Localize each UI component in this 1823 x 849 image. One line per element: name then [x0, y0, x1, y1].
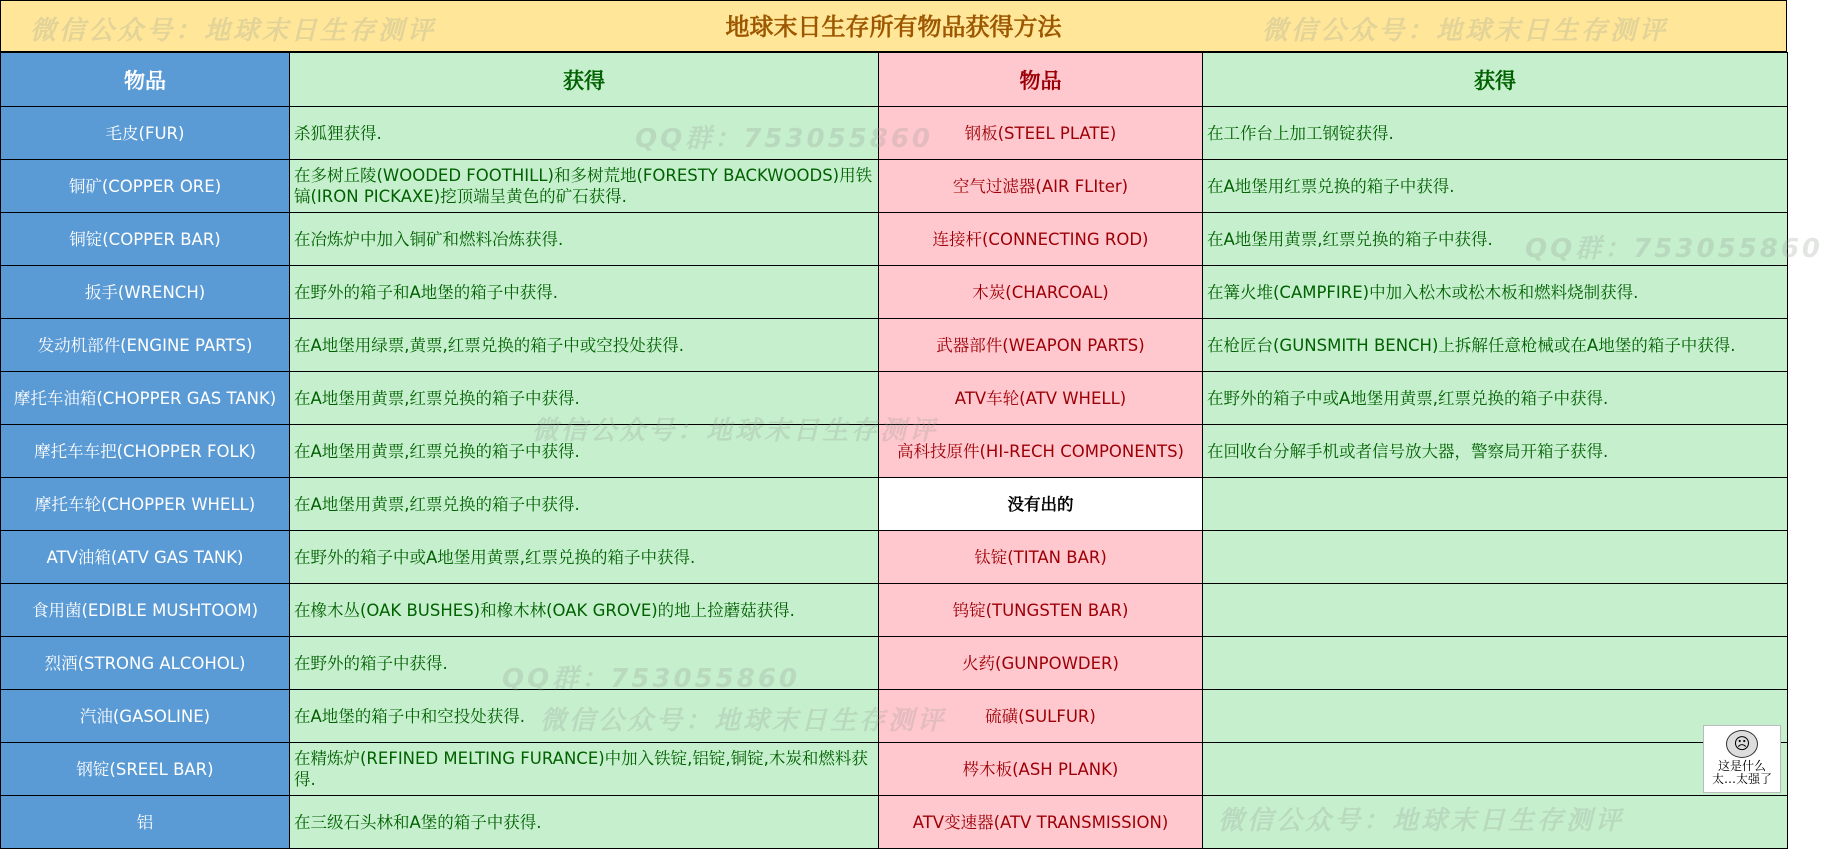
cell-obtain-right-text: 在枪匠台(GUNSMITH BENCH)上拆解任意枪械或在A地堡的箱子中获得. — [1207, 335, 1736, 355]
cell-obtain-left-text: 在三级石头林和A堡的箱子中获得. — [294, 812, 542, 832]
cell-item-right[interactable] — [879, 637, 1203, 690]
cell-item-right-text: ATV车轮(ATV WHELL) — [954, 388, 1127, 408]
cell-obtain-right[interactable] — [1203, 478, 1788, 531]
cell-item-left-text: 食用菌(EDIBLE MUSHTOOM) — [31, 600, 259, 620]
cell-item-left[interactable] — [1, 266, 290, 319]
cell-item-left[interactable] — [1, 796, 290, 849]
cell-obtain-left[interactable] — [290, 319, 879, 372]
table-row — [1, 107, 1788, 160]
cell-item-left-text: 汽油(GASOLINE) — [79, 706, 211, 726]
cell-obtain-left[interactable] — [290, 478, 879, 531]
cell-item-right-text: 空气过滤器(AIR FLIter) — [952, 176, 1129, 196]
cell-item-right-text: ATV变速器(ATV TRANSMISSION) — [912, 812, 1169, 832]
cell-obtain-right-text: 在回收台分解手机或者信号放大器，警察局开箱子获得. — [1207, 441, 1609, 461]
cell-item-right[interactable] — [879, 478, 1203, 531]
cell-item-right[interactable] — [879, 319, 1203, 372]
cell-item-left-text: 钢锭(SREEL BAR) — [76, 759, 214, 779]
cell-obtain-left[interactable] — [290, 637, 879, 690]
cell-item-left-text: ATV油箱(ATV GAS TANK) — [46, 547, 244, 567]
cell-item-left[interactable] — [1, 319, 290, 372]
cell-obtain-right[interactable] — [1203, 160, 1788, 213]
watermark-wechat: 微信公众号：地球末日生存测评 — [532, 416, 939, 446]
watermark-qq: QQ群：753055860 — [635, 124, 934, 154]
cell-item-left-text: 摩托车油箱(CHOPPER GAS TANK) — [13, 388, 277, 408]
cell-obtain-left[interactable] — [290, 107, 879, 160]
cell-obtain-left[interactable] — [290, 531, 879, 584]
watermark-wechat: 微信公众号：地球末日生存测评 — [30, 16, 437, 46]
cell-obtain-right[interactable] — [1203, 531, 1788, 584]
cell-obtain-right[interactable] — [1203, 425, 1788, 478]
cell-obtain-right[interactable] — [1203, 796, 1788, 849]
watermark-wechat: 微信公众号：地球末日生存测评 — [540, 706, 947, 736]
table-row — [1, 160, 1788, 213]
cell-item-right-text: 钨锭(TUNGSTEN BAR) — [952, 600, 1129, 620]
cell-obtain-right[interactable] — [1203, 743, 1788, 796]
header-obtain-right[interactable]: 获得 — [1203, 53, 1788, 107]
cell-obtain-left[interactable] — [290, 690, 879, 743]
table-row — [1, 743, 1788, 796]
meme-sticker — [1703, 725, 1781, 793]
cell-obtain-right[interactable] — [1203, 213, 1788, 266]
cell-obtain-left-text: 在A地堡用绿票,黄票,红票兑换的箱子中或空投处获得. — [294, 335, 685, 355]
cell-obtain-right-text: 在野外的箱子中或A地堡用黄票,红票兑换的箱子中获得. — [1207, 388, 1609, 408]
cell-item-right[interactable] — [879, 160, 1203, 213]
cell-item-right-text: 火药(GUNPOWDER) — [962, 653, 1119, 673]
cell-obtain-right-text: 在工作台上加工钢锭获得. — [1207, 123, 1394, 143]
table-row — [1, 584, 1788, 637]
cell-item-left[interactable] — [1, 213, 290, 266]
watermark-wechat: 微信公众号：地球末日生存测评 — [1218, 806, 1625, 836]
cell-item-right[interactable] — [879, 107, 1203, 160]
cell-obtain-right[interactable] — [1203, 637, 1788, 690]
watermark-wechat: 微信公众号：地球末日生存测评 — [1262, 16, 1669, 46]
cell-item-left[interactable] — [1, 531, 290, 584]
cell-item-right-text: 梣木板(ASH PLANK) — [962, 759, 1119, 779]
table-row — [1, 372, 1788, 425]
cell-item-right[interactable] — [879, 425, 1203, 478]
table-row — [1, 478, 1788, 531]
cell-item-left-text: 铜矿(COPPER ORE) — [68, 176, 222, 196]
cell-obtain-left-text: 在野外的箱子中或A地堡用黄票,红票兑换的箱子中获得. — [294, 547, 696, 567]
cell-obtain-left[interactable] — [290, 372, 879, 425]
cell-item-left[interactable] — [1, 372, 290, 425]
cell-obtain-left-text: 在冶炼炉中加入铜矿和燃料冶炼获得. — [294, 229, 564, 249]
cell-item-right[interactable] — [879, 743, 1203, 796]
cell-item-right-text: 钛锭(TITAN BAR) — [974, 547, 1107, 567]
cell-obtain-left-text: 在橡木丛(OAK BUSHES)和橡木林(OAK GROVE)的地上捡蘑菇获得. — [294, 600, 795, 620]
cell-item-left-text: 摩托车轮(CHOPPER WHELL) — [34, 494, 256, 514]
header-obtain-left[interactable]: 获得 — [290, 53, 879, 107]
cell-item-right[interactable] — [879, 690, 1203, 743]
cell-obtain-left[interactable] — [290, 743, 879, 796]
cell-obtain-left-text: 在A地堡用黄票,红票兑换的箱子中获得. — [294, 388, 580, 408]
cell-item-right[interactable] — [879, 372, 1203, 425]
cell-obtain-left[interactable] — [290, 266, 879, 319]
cell-item-right[interactable] — [879, 796, 1203, 849]
table-row — [1, 690, 1788, 743]
face-icon: ☹ — [1726, 730, 1758, 758]
cell-obtain-left-text: 在精炼炉(REFINED MELTING FURANCE)中加入铁锭,铝锭,铜锭,木炭和燃料获得. — [294, 749, 868, 789]
cell-item-left-text: 铜锭(COPPER BAR) — [69, 229, 221, 249]
cell-obtain-right-text: 在A地堡用黄票,红票兑换的箱子中获得. — [1207, 229, 1493, 249]
cell-item-right-text: 钢板(STEEL PLATE) — [964, 123, 1117, 143]
cell-obtain-right[interactable] — [1203, 107, 1788, 160]
table-row — [1, 319, 1788, 372]
items-table — [0, 52, 1788, 849]
sticker-line-2: 太…太强了 — [1711, 772, 1772, 786]
table-row — [1, 266, 1788, 319]
cell-obtain-right[interactable] — [1203, 690, 1788, 743]
cell-obtain-left[interactable] — [290, 160, 879, 213]
sticker-line-1: 这是什么 — [1717, 759, 1766, 773]
cell-item-left[interactable] — [1, 584, 290, 637]
table-row — [1, 637, 1788, 690]
cell-obtain-right[interactable] — [1203, 266, 1788, 319]
cell-item-right-text: 连接杆(CONNECTING ROD) — [932, 229, 1149, 249]
cell-item-left-text: 扳手(WRENCH) — [84, 282, 206, 302]
cell-item-left[interactable] — [1, 160, 290, 213]
cell-item-right-text: 高科技原件(HI-RECH COMPONENTS) — [896, 441, 1184, 461]
cell-item-left[interactable] — [1, 478, 290, 531]
cell-obtain-left[interactable] — [290, 425, 879, 478]
cell-item-right-text: 没有出的 — [1007, 494, 1074, 514]
cell-item-left-text: 发动机部件(ENGINE PARTS) — [37, 335, 253, 355]
header-item-left[interactable]: 物品 — [1, 53, 290, 107]
cell-item-right-text: 武器部件(WEAPON PARTS) — [936, 335, 1145, 355]
watermark-qq: QQ群：753055860 — [502, 664, 801, 694]
cell-item-right[interactable] — [879, 531, 1203, 584]
cell-obtain-left-text: 在A地堡用黄票,红票兑换的箱子中获得. — [294, 494, 580, 514]
header-item-right[interactable]: 物品 — [879, 53, 1203, 107]
table-row — [1, 213, 1788, 266]
table-row — [1, 425, 1788, 478]
cell-obtain-right[interactable] — [1203, 584, 1788, 637]
cell-item-left[interactable] — [1, 107, 290, 160]
cell-obtain-left-text: 在多树丘陵(WOODED FOOTHILL)和多树荒地(FORESTY BACKWOODS)用铁镐(IRON PICKAXE)挖顶端呈黄色的矿石获得. — [294, 166, 873, 206]
cell-obtain-left[interactable] — [290, 213, 879, 266]
table-header-row — [1, 53, 1788, 107]
cell-item-right-text: 硫磺(SULFUR) — [985, 706, 1096, 726]
cell-obtain-left-text: 在A地堡的箱子中和空投处获得. — [294, 706, 526, 726]
cell-obtain-right-text: 在A地堡用红票兑换的箱子中获得. — [1207, 176, 1455, 196]
cell-item-left-text: 铝 — [136, 812, 154, 832]
table-row — [1, 531, 1788, 584]
cell-obtain-left-text: 在野外的箱子中获得. — [294, 653, 448, 673]
cell-obtain-right[interactable] — [1203, 372, 1788, 425]
sheet-title: 地球末日生存所有物品获得方法 — [0, 0, 1787, 52]
cell-item-left[interactable] — [1, 743, 290, 796]
cell-item-left[interactable] — [1, 637, 290, 690]
cell-obtain-right-text: 在篝火堆(CAMPFIRE)中加入松木或松木板和燃料烧制获得. — [1207, 282, 1639, 302]
cell-obtain-right[interactable] — [1203, 319, 1788, 372]
cell-obtain-left-text: 在A地堡用黄票,红票兑换的箱子中获得. — [294, 441, 580, 461]
cell-item-left-text: 摩托车车把(CHOPPER FOLK) — [34, 441, 256, 461]
cell-obtain-left[interactable] — [290, 584, 879, 637]
cell-item-left[interactable] — [1, 690, 290, 743]
cell-item-left-text: 毛皮(FUR) — [105, 123, 185, 143]
cell-obtain-left[interactable] — [290, 796, 879, 849]
cell-obtain-left-text: 在野外的箱子和A地堡的箱子中获得. — [294, 282, 559, 302]
cell-obtain-left-text: 杀狐狸获得. — [294, 123, 382, 143]
cell-item-right[interactable] — [879, 266, 1203, 319]
cell-item-right[interactable] — [879, 213, 1203, 266]
cell-item-left-text: 烈酒(STRONG ALCOHOL) — [44, 653, 246, 673]
table-row — [1, 796, 1788, 849]
cell-item-right-text: 木炭(CHARCOAL) — [972, 282, 1109, 302]
watermark-qq: QQ群：753055860 — [1525, 234, 1823, 264]
cell-item-left[interactable] — [1, 425, 290, 478]
cell-item-right[interactable] — [879, 584, 1203, 637]
